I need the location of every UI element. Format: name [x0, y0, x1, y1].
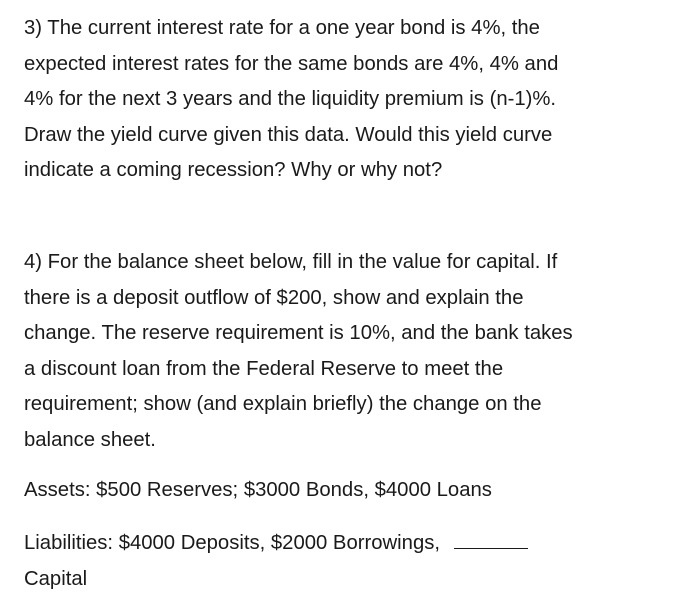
- liabilities-line: [24, 526, 528, 562]
- balance-sheet-liabilities: [24, 526, 528, 597]
- question-3-line: expected interest rates for the same bonds are 4%, 4% and: [24, 52, 559, 75]
- capital-fill-blank: [454, 528, 528, 549]
- assets-line: Assets: $500 Reserves; $3000 Bonds, $4000 Loans: [24, 479, 492, 501]
- question-4-line: requirement; show (and explain briefly) the change on the: [24, 393, 542, 415]
- question-4-line: change. The reserve requirement is 10%, and the bank takes: [24, 322, 573, 344]
- question-3: [24, 11, 558, 189]
- question-4-line: a discount loan from the Federal Reserve to meet the: [24, 357, 504, 380]
- question-3-line: 3) The current interest rate for a one year bond is 4%, the: [24, 17, 540, 39]
- question-4-line: 4) For the balance sheet below, fill in the value for capital. If: [24, 251, 558, 273]
- question-3-line: 4% for the next 3 years and the liquidity premium is (n-1)%.: [24, 88, 557, 110]
- question-4: [24, 245, 573, 458]
- balance-sheet-assets: [24, 473, 492, 509]
- question-3-line: Draw the yield curve given this data. Would this yield curve: [24, 123, 553, 146]
- question-3-line: indicate a coming recession? Why or why not?: [24, 159, 443, 181]
- question-4-line: balance sheet.: [24, 428, 156, 451]
- question-4-line: there is a deposit outflow of $200, show and explain the: [24, 286, 524, 309]
- liabilities-text: Liabilities: $4000 Deposits, $2000 Borrowings,: [24, 532, 441, 554]
- capital-label: Capital: [24, 567, 88, 590]
